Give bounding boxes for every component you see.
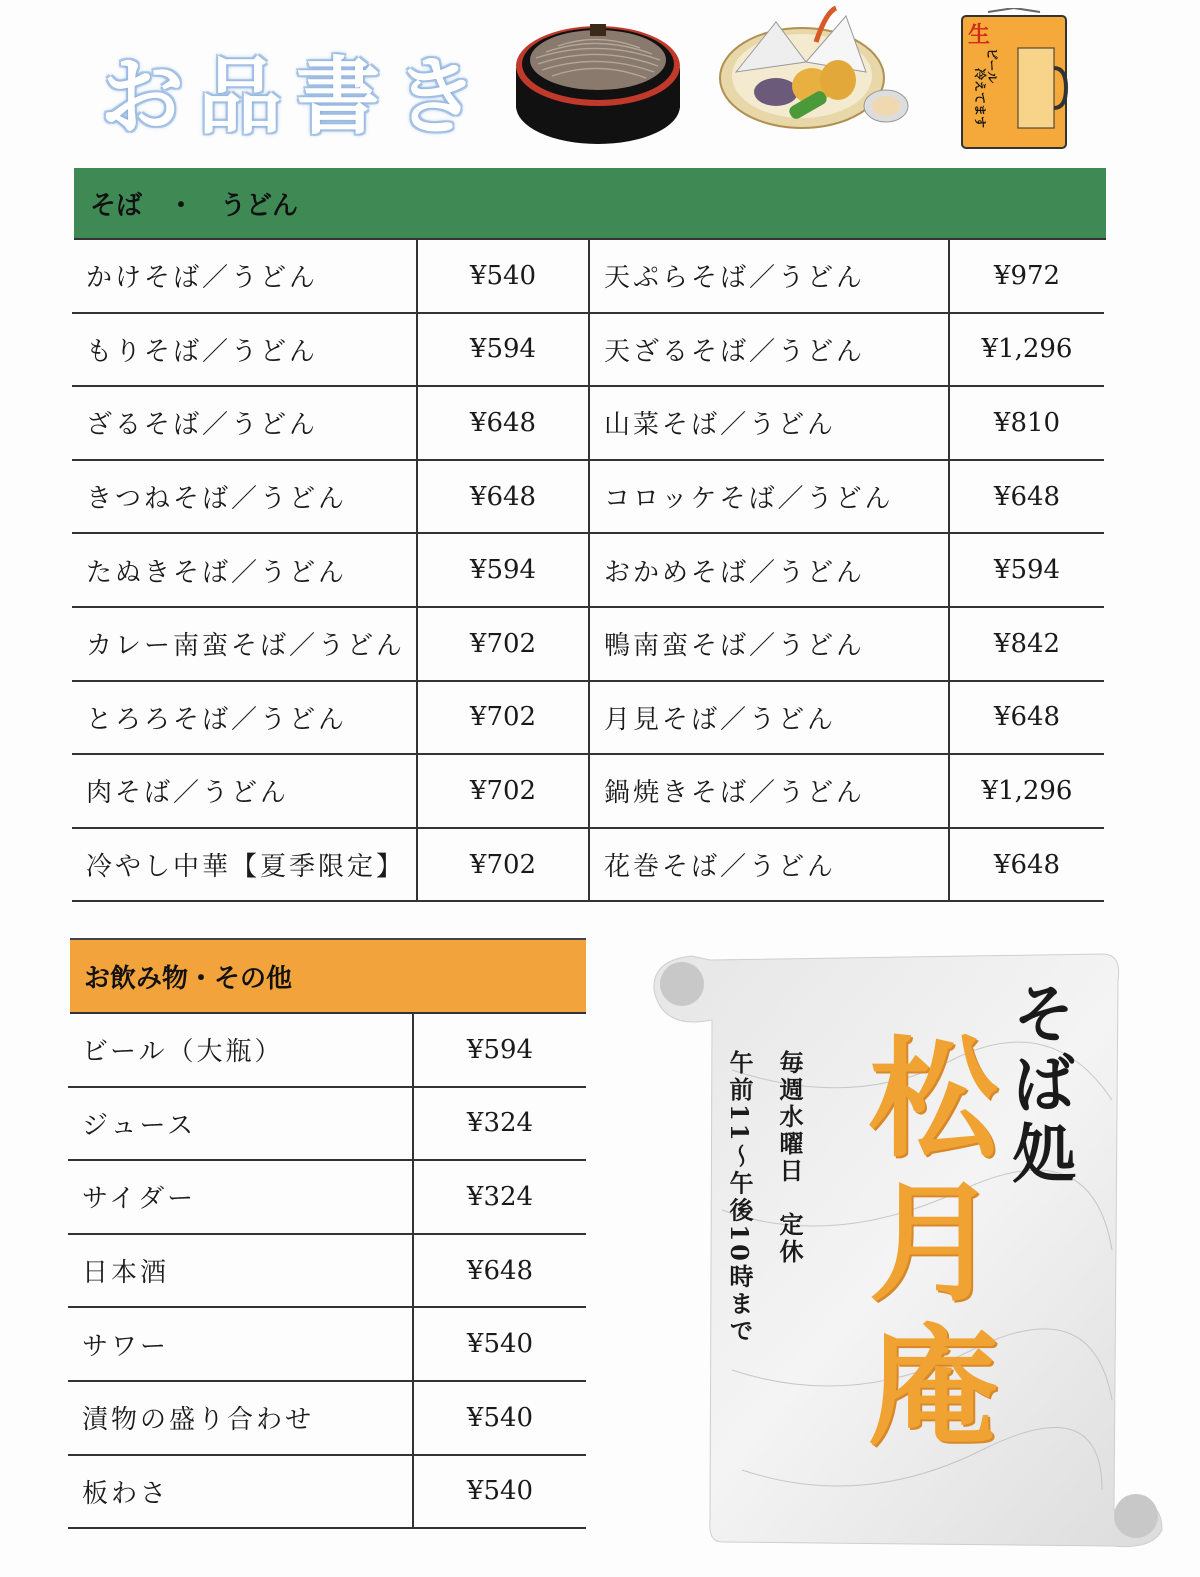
soba-udon-menu-table <box>72 240 1104 902</box>
drink-item-price: ¥324 <box>412 1161 586 1235</box>
soba-udon-heading: そば ・ うどん <box>74 168 1106 240</box>
menu-item-name: 天ぷらそば／うどん <box>588 240 948 314</box>
menu-item-name: かけそば／うどん <box>72 240 416 314</box>
menu-item-price: ¥648 <box>948 829 1104 903</box>
draft-beer-sign-illustration <box>958 8 1070 158</box>
menu-item-name: ざるそば／うどん <box>72 387 416 461</box>
menu-item-name: 天ざるそば／うどん <box>588 314 948 388</box>
drink-item-name: 漬物の盛り合わせ <box>68 1382 412 1456</box>
menu-item-price: ¥648 <box>416 387 588 461</box>
shop-type-label: そば処 <box>1001 980 1076 1190</box>
tempura-illustration <box>716 2 912 134</box>
menu-item-name: きつねそば／うどん <box>72 461 416 535</box>
svg-text:生: 生 <box>968 23 991 48</box>
drinks-heading: お飲み物・その他 <box>70 938 586 1014</box>
menu-item-name: コロッケそば／うどん <box>588 461 948 535</box>
menu-title: お品書き <box>100 47 493 146</box>
menu-item-name: 肉そば／うどん <box>72 755 416 829</box>
drink-item-price: ¥540 <box>412 1308 586 1382</box>
drink-item-name: 日本酒 <box>68 1235 412 1309</box>
menu-item-name: 冷やし中華【夏季限定】 <box>72 829 416 903</box>
drink-item-name: サワー <box>68 1308 412 1382</box>
menu-item-name: とろろそば／うどん <box>72 682 416 756</box>
svg-text:ビール: ビール <box>985 48 999 84</box>
menu-item-price: ¥702 <box>416 755 588 829</box>
svg-text:冷えてます: 冷えてます <box>973 68 987 129</box>
drink-item-name: 板わさ <box>68 1456 412 1530</box>
menu-item-price: ¥1,296 <box>948 755 1104 829</box>
menu-item-price: ¥594 <box>416 314 588 388</box>
menu-item-price: ¥702 <box>416 608 588 682</box>
menu-item-price: ¥972 <box>948 240 1104 314</box>
menu-item-price: ¥702 <box>416 682 588 756</box>
menu-item-price: ¥648 <box>948 682 1104 756</box>
menu-item-price: ¥648 <box>948 461 1104 535</box>
shop-name: 松月庵 <box>847 1030 1000 1462</box>
menu-item-name: 鴨南蛮そば／うどん <box>588 608 948 682</box>
menu-item-price: ¥842 <box>948 608 1104 682</box>
drinks-menu-table <box>68 1014 586 1529</box>
menu-item-name: もりそば／うどん <box>72 314 416 388</box>
menu-item-price: ¥540 <box>416 240 588 314</box>
menu-item-name: 鍋焼きそば／うどん <box>588 755 948 829</box>
menu-item-price: ¥594 <box>416 534 588 608</box>
menu-item-name: カレー南蛮そば／うどん <box>72 608 416 682</box>
menu-item-name: 山菜そば／うどん <box>588 387 948 461</box>
zaru-soba-illustration <box>512 8 684 148</box>
menu-item-name: 月見そば／うどん <box>588 682 948 756</box>
drink-item-name: ビール（大瓶） <box>68 1014 412 1088</box>
drink-item-price: ¥540 <box>412 1382 586 1456</box>
drink-item-name: サイダー <box>68 1161 412 1235</box>
drink-item-price: ¥594 <box>412 1014 586 1088</box>
menu-item-price: ¥1,296 <box>948 314 1104 388</box>
menu-item-name: 花巻そば／うどん <box>588 829 948 903</box>
menu-item-price: ¥648 <box>416 461 588 535</box>
drink-item-price: ¥324 <box>412 1088 586 1162</box>
menu-item-price: ¥702 <box>416 829 588 903</box>
menu-item-name: おかめそば／うどん <box>588 534 948 608</box>
drink-item-price: ¥540 <box>412 1456 586 1530</box>
drink-item-price: ¥648 <box>412 1235 586 1309</box>
regular-holiday-note: 毎週水曜日 定休 <box>775 1050 804 1266</box>
business-hours-note: 午前11〜午後10時まで <box>725 1050 754 1345</box>
menu-item-name: たぬきそば／うどん <box>72 534 416 608</box>
menu-item-price: ¥810 <box>948 387 1104 461</box>
menu-item-price: ¥594 <box>948 534 1104 608</box>
drink-item-name: ジュース <box>68 1088 412 1162</box>
